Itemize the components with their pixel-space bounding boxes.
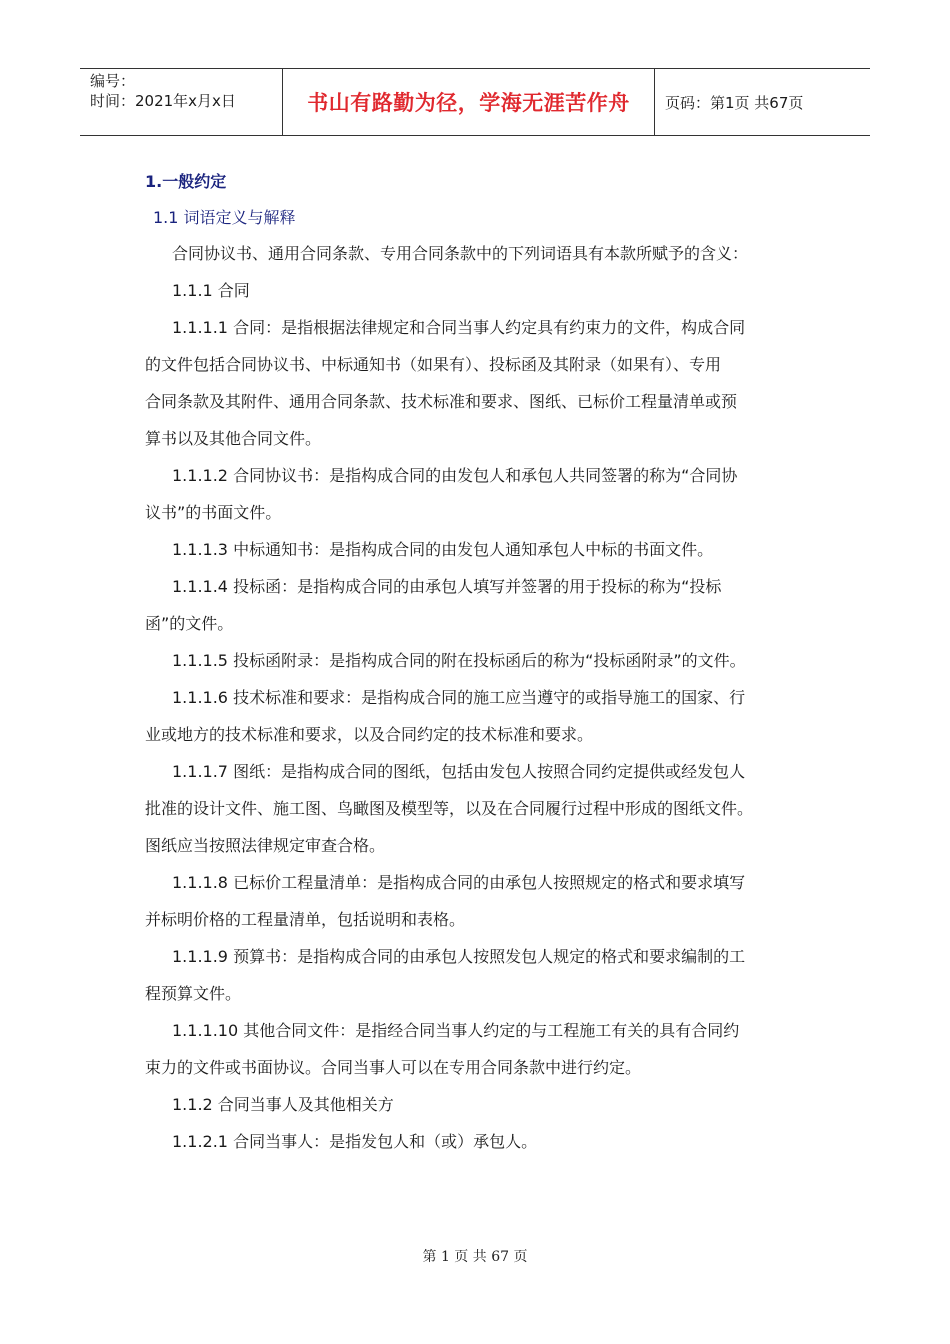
paragraph-line: 批准的设计文件、施工图、鸟瞰图及模型等，以及在合同履行过程中形成的图纸文件。 (145, 799, 754, 818)
date-label: 时间：2021年x月x日 (90, 92, 236, 110)
paragraph (145, 272, 825, 309)
paragraph-line: 1.1.1.7 图纸：是指构成合同的图纸，包括由发包人按照合同约定提供或经发包人 (172, 762, 746, 781)
paragraph (145, 1012, 825, 1086)
number-label: 编号： (90, 72, 136, 90)
paragraph-line: 1.1.1.3 中标通知书：是指构成合同的由发包人通知承包人中标的书面文件。 (172, 540, 714, 559)
paragraph-line: 1.1.1.4 投标函：是指构成合同的由承包人填写并签署的用于投标的称为“投标 (172, 577, 722, 596)
paragraph-line: 1.1.1.10 其他合同文件：是指经合同当事人约定的与工程施工有关的具有合同约 (172, 1021, 740, 1040)
header-table (80, 68, 870, 136)
paragraph-line: 图纸应当按照法律规定审查合格。 (145, 836, 386, 855)
paragraph-line: 程预算文件。 (145, 984, 242, 1003)
paragraph-list (145, 235, 825, 1160)
section-subtitle: 1.1 词语定义与解释 (153, 208, 296, 227)
paragraph-line: 1.1.1.8 已标价工程量清单：是指构成合同的由承包人按照规定的格式和要求填写 (172, 873, 746, 892)
paragraph-line: 1.1.1.6 技术标准和要求：是指构成合同的施工应当遵守的或指导施工的国家、行 (172, 688, 746, 707)
paragraph-line: 函”的文件。 (145, 614, 234, 633)
paragraph (145, 1086, 825, 1123)
paragraph (145, 938, 825, 1012)
paragraph-line: 1.1.1.1 合同：是指根据法律规定和合同当事人约定具有约束力的文件，构成合同 (172, 318, 746, 337)
paragraph-line: 1.1.1.9 预算书：是指构成合同的由承包人按照发包人规定的格式和要求编制的工 (172, 947, 746, 966)
paragraph (145, 642, 825, 679)
paragraph-line: 合同协议书、通用合同条款、专用合同条款中的下列词语具有本款所赋予的含义： (172, 244, 749, 263)
paragraph (145, 531, 825, 568)
paragraph-line: 业或地方的技术标准和要求，以及合同约定的技术标准和要求。 (145, 725, 594, 744)
header-motto: 书山有路勤为径，学海无涯苦作舟 (282, 69, 655, 135)
paragraph (145, 864, 825, 938)
page-footer: 第 1 页 共 67 页 (422, 1249, 528, 1265)
paragraph (145, 309, 825, 457)
paragraph-line: 算书以及其他合同文件。 (145, 429, 322, 448)
paragraph-line: 并标明价格的工程量清单，包括说明和表格。 (145, 910, 466, 929)
paragraph-line: 合同条款及其附件、通用合同条款、技术标准和要求、图纸、已标价工程量清单或预 (145, 392, 738, 411)
paragraph-line: 1.1.1 合同 (172, 281, 250, 300)
paragraph-line: 1.1.1.5 投标函附录：是指构成合同的附在投标函后的称为“投标函附录”的文件。 (172, 651, 746, 670)
header-meta (80, 69, 282, 135)
paragraph-line: 束力的文件或书面协议。合同当事人可以在专用合同条款中进行约定。 (145, 1058, 642, 1077)
paragraph (145, 568, 825, 642)
paragraph (145, 457, 825, 531)
document-body (145, 170, 825, 1160)
paragraph (145, 235, 825, 272)
header-page-info: 页码：第1页 共67页 (665, 93, 804, 112)
paragraph-line: 的文件包括合同协议书、中标通知书（如果有）、投标函及其附录（如果有）、专用 (145, 355, 722, 374)
paragraph (145, 1123, 825, 1160)
paragraph-line: 1.1.1.2 合同协议书：是指构成合同的由发包人和承包人共同签署的称为“合同协 (172, 466, 738, 485)
paragraph-line: 1.1.2 合同当事人及其他相关方 (172, 1095, 394, 1114)
section-title: 1.一般约定 (145, 172, 227, 191)
paragraph (145, 753, 825, 864)
paragraph-line: 1.1.2.1 合同当事人：是指发包人和（或）承包人。 (172, 1132, 538, 1151)
paragraph (145, 679, 825, 753)
paragraph-line: 议书”的书面文件。 (145, 503, 282, 522)
